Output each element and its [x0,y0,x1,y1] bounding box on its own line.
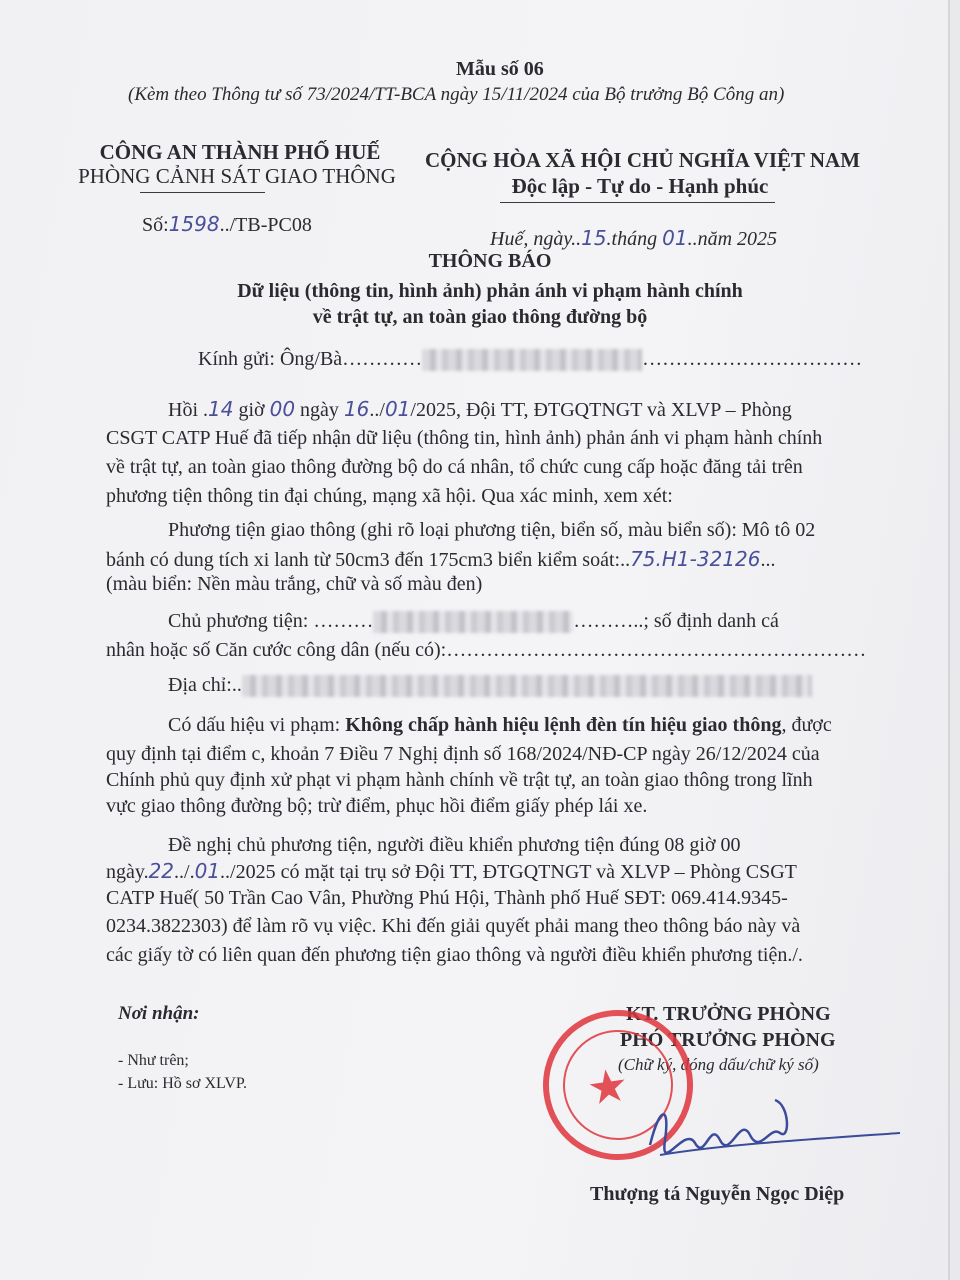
greeting: Kính gửi: Ông/Bà………… …………………………… [198,348,863,370]
redacted-address [242,675,812,697]
violation-tail: , được [781,714,832,736]
recipient-1: - Như trên; [118,1052,189,1069]
owner-after: ; số định danh cá [643,610,779,632]
paragraph-1-line-4: phương tiện thông tin đại chúng, mạng xã hội. Qua xác minh, xem xét: [106,485,673,507]
paragraph-2-line-2: bánh có dung tích xi lanh từ 50cm3 đến 175cm3 biển kiểm soát:..75.H1-32126... [106,547,776,571]
p5-day: 22 [148,859,175,883]
p5-rest: /2025 có mặt tại trụ sở Đội TT, ĐTGQTNGT và XLVP – Phòng CSGT [230,861,797,883]
issuer-line1: CÔNG AN THÀNH PHỐ HUẾ [99,140,381,164]
id-line: nhân hoặc số Căn cước công dân (nếu có):……………………………………………………… [106,639,867,661]
number-suffix: ../TB-PC08 [219,214,312,236]
paragraph-5-line-1: Đề nghị chủ phương tiện, người điều khiển phương tiện đúng 08 giờ 00 [168,834,741,856]
p1-day: 16 [343,397,370,421]
p1-hour: 14 [208,397,234,421]
redacted-name [422,349,642,371]
number-value: 1598 [168,212,220,236]
owner-label: Chủ phương tiện: [168,610,309,632]
recipient-2: - Lưu: Hồ sơ XLVP. [118,1075,247,1092]
paragraph-4-line-4: vực giao thông đường bộ; trừ điểm, phục hồi điểm giấy phép lái xe. [106,795,648,817]
paragraph-5-line-5: các giấy tờ có liên quan đến phương tiện giao thông và người điều khiển phương tiện./. [106,944,803,966]
paragraph-1-line-2: CSGT CATP Huế đã tiếp nhận dữ liệu (thông tin, hình ảnh) phản ánh vi phạm hành chính [106,427,823,449]
p1-minute: 00 [269,397,296,421]
violation-label: Có dấu hiệu vi phạm: [168,714,341,736]
owner-line: Chủ phương tiện: ……… ………..; số định danh cá [168,610,779,632]
nation-line1: CỘNG HÒA XÃ HỘI CHỦ NGHĨA VIỆT NAM [425,148,861,172]
p1-hoi: Hồi [168,399,198,421]
paragraph-5-line-4: 0234.3822303) để làm rõ vụ việc. Khi đến giải quyết phải mang theo thông báo này và [106,915,801,937]
issuer-underline [140,192,265,193]
notice-subtitle-1: Dữ liệu (thông tin, hình ảnh) phản ánh vi phạm hành chính [237,280,743,302]
paragraph-2-line-3: (màu biển: Nền màu trắng, chữ và số màu đen) [106,573,483,595]
number-prefix: Số: [142,214,169,236]
p1-ngay: ngày [300,399,339,421]
document-number [142,212,312,237]
nation-underline [500,202,775,203]
paragraph-1-line-3: về trật tự, an toàn giao thông đường bộ do cá nhân, tổ chức cung cấp hoặc đăng tải trên [106,456,803,478]
issuer-line2: PHÒNG CẢNH SÁT GIAO THÔNG [78,164,396,188]
plate-label: bánh có dung tích xi lanh từ 50cm3 đến 175cm3 biển kiểm soát: [106,549,621,571]
paragraph-4-line-3: Chính phủ quy định xử phạt vi phạm hành chính về trật tự, an toàn giao thông trong lĩnh [106,769,813,791]
date-day: 15 [581,226,607,250]
date-month-label: tháng [611,228,658,250]
notice-subtitle-2: về trật tự, an toàn giao thông đường bộ [312,306,648,328]
form-subtitle: (Kèm theo Thông tư số 73/2024/TT-BCA ngày 15/11/2024 của Bộ trưởng Bộ Công an) [128,84,785,105]
p5-ngay: ngày [106,861,144,883]
p1-month: 01 [384,397,411,421]
signature-note: (Chữ ký, đóng dấu/chữ ký số) [618,1055,819,1074]
paragraph-2-line-1: Phương tiện giao thông (ghi rõ loại phương tiện, biển số, màu biển số): Mô tô 02 [168,519,816,541]
paragraph-5-line-2: ngày.22../.01../2025 có mặt tại trụ sở Đội TT, ĐTGQTNGT và XLVP – Phòng CSGT [106,859,797,883]
notice-title: THÔNG BÁO [428,250,552,272]
violation-line [168,711,832,740]
signature-line-1: KT. TRƯỞNG PHÒNG [626,1003,831,1025]
issue-date: Huế, ngày..15.tháng 01..năm 2025 [490,226,778,250]
date-month: 01 [662,226,688,250]
greeting-label: Kính gửi: Ông/Bà [198,348,343,370]
form-title: Mẫu số 06 [456,58,544,80]
address-label: Địa chỉ: [168,674,232,696]
paragraph-1-line-1: Hồi .14 giờ 00 ngày 16../01/2025, Đội TT, ĐTGQTNGT và XLVP – Phòng [168,397,792,421]
redacted-owner [373,611,573,633]
id-label: nhân hoặc số Căn cước công dân (nếu có): [106,639,447,661]
paragraph-4-line-2: quy định tại điểm c, khoản 7 Điều 7 Nghị định số 168/2024/NĐ-CP ngày 26/12/2024 của [106,743,820,765]
date-prefix: Huế, ngày [490,228,572,250]
handwritten-signature [640,1085,910,1175]
signer-name: Thượng tá Nguyễn Ngọc Diệp [590,1183,845,1205]
signature-line-2: PHÓ TRƯỞNG PHÒNG [620,1029,836,1051]
nation-line2: Độc lập - Tự do - Hạnh phúc [511,174,769,198]
paragraph-5-line-3: CATP Huế( 50 Trần Cao Vân, Phường Phú Hội, Thành phố Huế SĐT: 069.414.9345- [106,887,788,909]
date-year: năm 2025 [697,228,778,250]
p5-month: 01 [194,859,221,883]
license-plate: 75.H1-32126 [630,547,761,571]
recipients-title: Nơi nhận: [118,1003,200,1024]
violation-text: Không chấp hành hiệu lệnh đèn tín hiệu giao thông [345,714,782,736]
star-icon: ★ [583,1056,632,1117]
p1-rest: /2025, Đội TT, ĐTGQTNGT và XLVP – Phòng [410,399,792,421]
p1-gio: giờ [238,399,265,421]
address-line: Địa chỉ:.. [168,671,812,700]
